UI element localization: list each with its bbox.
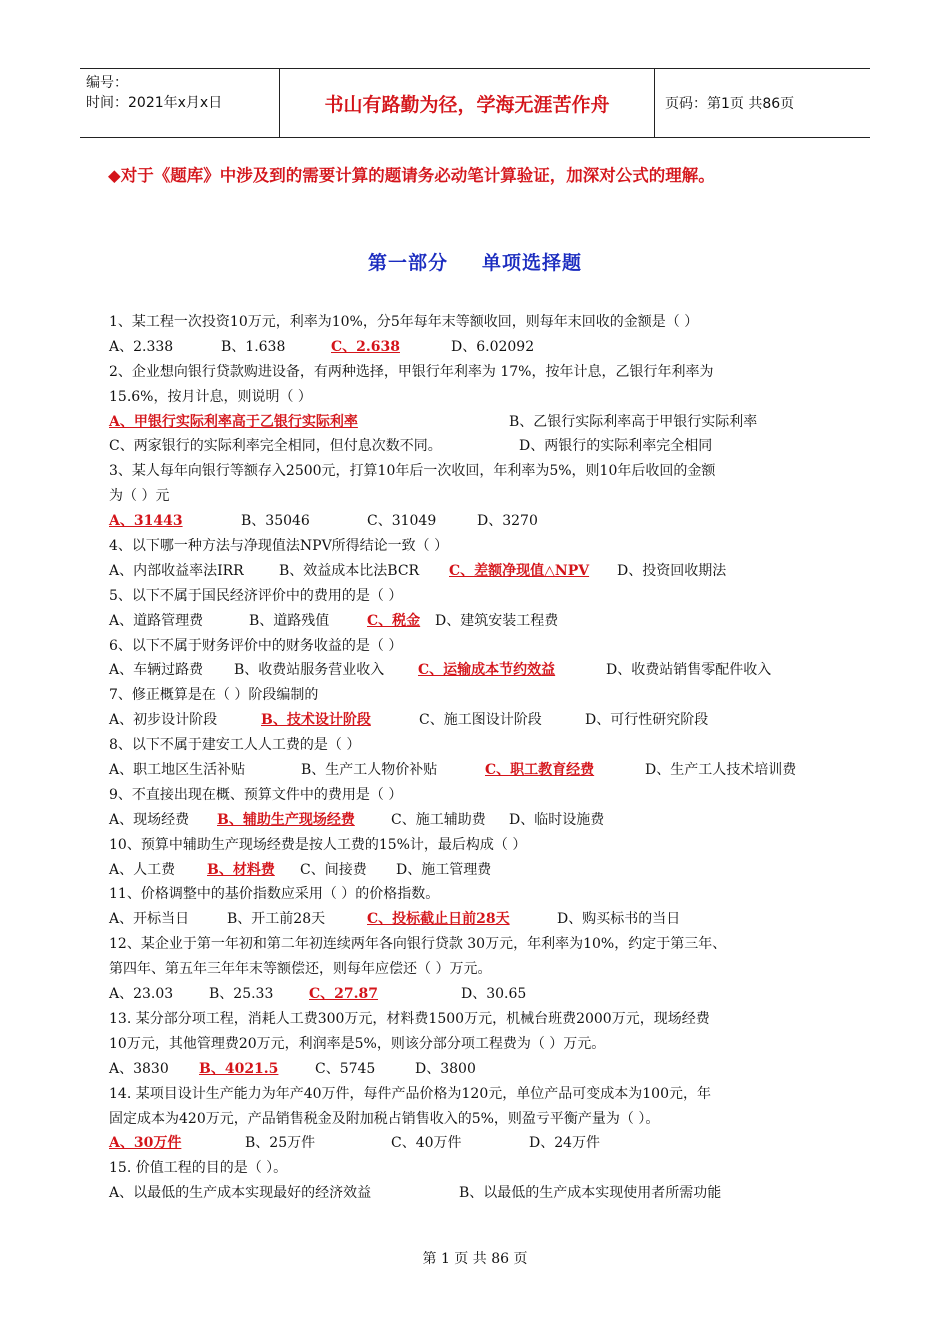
option: B、道路残值: [249, 612, 330, 629]
options-line: [109, 808, 849, 833]
question-stem-line: 13. 某分部分项工程，消耗人工费300万元，材料费1500万元，机械台班费2000万元，现场经费: [109, 1010, 710, 1027]
option: C、间接费: [300, 861, 367, 878]
options-line: [109, 434, 849, 459]
options-line: [109, 509, 849, 534]
options-line: [109, 335, 849, 360]
option: B、25万件: [245, 1135, 316, 1152]
option: A、初步设计阶段: [109, 712, 218, 729]
question-stem-line: 9、不直接出现在概、预算文件中的费用是（ ）: [109, 786, 403, 803]
option: D、3270: [477, 513, 538, 530]
option: B、开工前28天: [227, 911, 326, 928]
option: C、施工辅助费: [391, 811, 486, 828]
question-stem-line: 11、价格调整中的基价指数应采用（ ）的价格指数。: [109, 886, 440, 903]
option: D、30.65: [461, 986, 527, 1003]
answer-option: C、职工教育经费: [485, 762, 595, 779]
option: D、3800: [415, 1060, 476, 1077]
question-stem-line: 4、以下哪一种方法与净现值法NPV所得结论一致（ ）: [109, 538, 449, 555]
option: B、以最低的生产成本实现使用者所需功能: [459, 1185, 722, 1202]
option: D、收费站销售零配件收入: [606, 662, 772, 679]
header-number-label: 编号：: [86, 75, 128, 91]
option: A、道路管理费: [109, 612, 204, 629]
option: B、25.33: [209, 986, 274, 1003]
option: D、建筑安装工程费: [435, 612, 559, 629]
answer-option: A、30万件: [109, 1135, 182, 1152]
options-line: [109, 758, 849, 783]
question-stem-line: 2、企业想向银行贷款购进设备，有两种选择，甲银行年利率为 17%，按年计息，乙银行年利率为: [109, 363, 714, 380]
header-meta: [80, 69, 280, 137]
options-line: [109, 1131, 849, 1156]
option: D、6.02092: [451, 338, 535, 355]
answer-option: C、2.638: [331, 338, 400, 355]
page-footer: 第 1 页 共 86 页: [422, 1251, 528, 1267]
option: A、3830: [109, 1060, 169, 1077]
option: A、23.03: [109, 986, 174, 1003]
option: B、1.638: [221, 338, 286, 355]
answer-option: B、辅助生产现场经费: [217, 811, 355, 828]
option: A、车辆过路费: [109, 662, 204, 679]
option: C、两家银行的实际利率完全相同，但付息次数不同。: [109, 438, 442, 455]
question-stem-line: 10、预算中辅助生产现场经费是按人工费的15%计，最后构成（ ）: [109, 836, 527, 853]
answer-option: C、差额净现值△NPV: [449, 562, 590, 579]
answer-option: B、4021.5: [199, 1060, 279, 1077]
answer-option: C、运输成本节约效益: [418, 662, 556, 679]
answer-option: C、27.87: [309, 986, 378, 1003]
options-line: [109, 658, 849, 683]
header-page-info: 页码：第1页 共86页: [665, 96, 795, 112]
option: D、施工管理费: [396, 861, 492, 878]
option: D、临时设施费: [509, 811, 605, 828]
section-part: 第一部分: [367, 252, 448, 274]
option: A、人工费: [109, 861, 176, 878]
options-line: [109, 410, 849, 435]
option: C、5745: [315, 1060, 376, 1077]
question-stem-line: 10万元，其他管理费20万元，利润率是5%，则该分部分项工程费为（ ）万元。: [109, 1035, 606, 1052]
option: B、乙银行实际利率高于甲银行实际利率: [509, 413, 758, 430]
section-title: [0, 248, 950, 275]
answer-option: A、31443: [109, 513, 183, 530]
question-stem-line: 8、以下不属于建安工人人工费的是（ ）: [109, 737, 361, 754]
question-stem-line: 7、修正概算是在（ ）阶段编制的: [109, 687, 319, 704]
question-stem-line: 14. 某项目设计生产能力为年产40万件，每件产品价格为120元，单位产品可变成本为100元，年: [109, 1085, 711, 1102]
options-line: [109, 982, 849, 1007]
options-line: [109, 708, 849, 733]
question-list: [109, 310, 849, 1206]
option: A、2.338: [109, 338, 174, 355]
option: D、24万件: [529, 1135, 601, 1152]
question-stem-line: 1、某工程一次投资10万元，利率为10%，分5年每年末等额收回，则每年末回收的金额是（ ）: [109, 314, 699, 330]
question-stem-line: 固定成本为420万元，产品销售税金及附加税占销售收入的5%，则盈亏平衡产量为（ ）。: [109, 1110, 660, 1127]
question-stem-line: 为（ ）元: [109, 488, 170, 505]
option: D、投资回收期法: [617, 562, 727, 579]
option: A、以最低的生产成本实现最好的经济效益: [109, 1185, 372, 1202]
notice-text: ◆对于《题库》中涉及到的需要计算的题请务必动笔计算验证，加深对公式的理解。: [108, 166, 715, 185]
option: A、现场经费: [109, 811, 190, 828]
question-stem-line: 15.6%，按月计息，则说明（ ）: [109, 388, 312, 405]
question-stem-line: 第四年、第五年三年年末等额偿还，则每年应偿还（ ）万元。: [109, 961, 492, 978]
option: A、职工地区生活补贴: [109, 762, 246, 779]
answer-option: B、材料费: [207, 861, 275, 878]
option: B、生产工人物价补贴: [301, 762, 438, 779]
option: D、生产工人技术培训费: [645, 762, 797, 779]
options-line: [109, 907, 849, 932]
option: D、两银行的实际利率完全相同: [519, 438, 713, 455]
header-time-label: 时间：2021年x月x日: [86, 95, 223, 111]
page-header: [80, 68, 870, 138]
question-stem-line: 6、以下不属于财务评价中的财务收益的是（ ）: [109, 637, 403, 654]
answer-option: B、技术设计阶段: [261, 712, 371, 729]
option: D、购买标书的当日: [557, 911, 681, 928]
answer-option: A、甲银行实际利率高于乙银行实际利率: [109, 413, 358, 430]
header-motto: 书山有路勤为径，学海无涯苦作舟: [280, 69, 655, 137]
options-line: [109, 609, 849, 634]
question-stem-line: 15. 价值工程的目的是（ ）。: [109, 1160, 288, 1177]
question-stem-line: 12、某企业于第一年初和第二年初连续两年各向银行贷款 30万元，年利率为10%，约定于第三年、: [109, 936, 727, 953]
answer-option: C、投标截止日前28天: [367, 911, 510, 928]
option: D、可行性研究阶段: [585, 712, 709, 729]
option: A、内部收益率法IRR: [109, 562, 244, 579]
options-line: [109, 858, 849, 883]
option: C、施工图设计阶段: [419, 712, 542, 729]
question-stem-line: 3、某人每年向银行等额存入2500元，打算10年后一次收回，年利率为5%，则10年后收回的金额: [109, 463, 716, 480]
option: C、31049: [367, 513, 437, 530]
option: A、开标当日: [109, 911, 190, 928]
question-stem-line: 5、以下不属于国民经济评价中的费用的是（ ）: [109, 587, 403, 604]
option: B、收费站服务营业收入: [234, 662, 385, 679]
options-line: [109, 559, 849, 584]
options-line: [109, 1057, 849, 1082]
section-name: 单项选择题: [482, 252, 583, 274]
answer-option: C、税金: [367, 612, 421, 629]
option: B、35046: [241, 513, 310, 530]
option: B、效益成本比法BCR: [279, 562, 420, 579]
options-line: [109, 1181, 849, 1206]
option: C、40万件: [391, 1135, 462, 1152]
